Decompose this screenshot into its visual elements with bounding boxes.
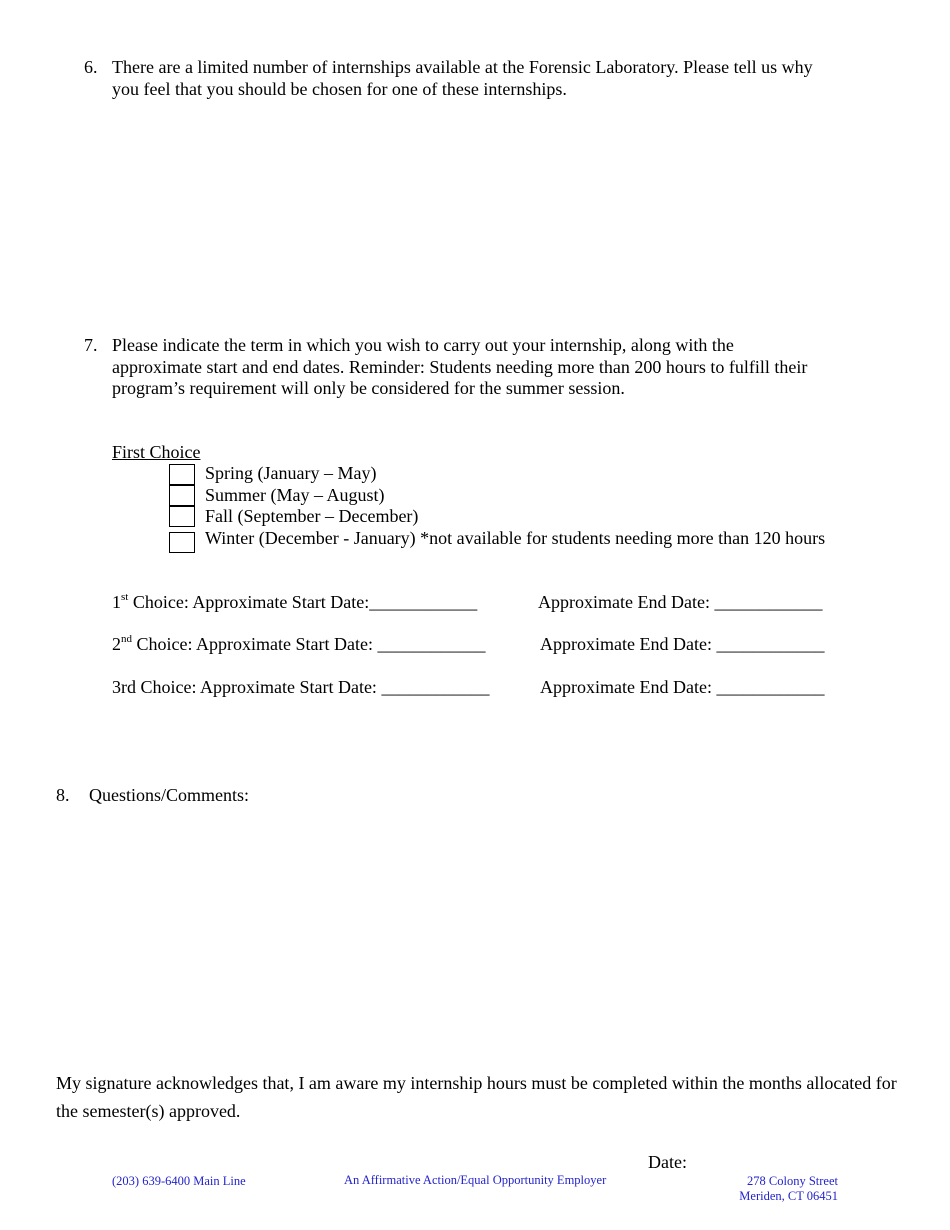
first-choice-start-date[interactable]: 1st Choice: Approximate Start Date:____________ xyxy=(112,591,478,612)
first-choice-end-date[interactable]: Approximate End Date: ____________ xyxy=(538,592,823,612)
question-6-number: 6. xyxy=(84,57,98,77)
third-choice-end-date[interactable]: Approximate End Date: ____________ xyxy=(540,677,825,697)
question-7-text: Please indicate the term in which you wish to carry out your internship, along with the approximate start and end dates. Reminder: Students needing more than 200 hours to fulfill their program’s requirement will only be considered for the summer session. xyxy=(112,335,808,398)
fall-option-label: Fall (September – December) xyxy=(205,506,419,526)
winter-checkbox[interactable] xyxy=(169,532,195,553)
signature-acknowledgement: My signature acknowledges that, I am aware my internship hours must be completed within the months allocated for the semester(s) approved. xyxy=(56,1073,897,1121)
footer-street: 278 Colony Street xyxy=(747,1174,838,1188)
footer-employer: An Affirmative Action/Equal Opportunity Employer xyxy=(344,1173,607,1187)
spring-checkbox[interactable] xyxy=(169,464,195,485)
question-6-text: There are a limited number of internships available at the Forensic Laboratory. Please tell us why you feel that you should be chosen for one of these internships. xyxy=(112,57,813,99)
question-8-text: Questions/Comments: xyxy=(89,785,250,805)
spring-option-label: Spring (January – May) xyxy=(205,463,377,483)
question-8-number: 8. xyxy=(56,785,70,805)
summer-option-label: Summer (May – August) xyxy=(205,485,385,505)
winter-option-label: Winter (December - January) *not available for students needing more than 120 hours xyxy=(205,528,826,548)
first-choice-heading: First Choice xyxy=(112,442,201,462)
question-7-number: 7. xyxy=(84,335,98,355)
second-choice-end-date[interactable]: Approximate End Date: ____________ xyxy=(540,634,825,654)
fall-checkbox[interactable] xyxy=(169,506,195,527)
footer-city: Meriden, CT 06451 xyxy=(739,1189,838,1203)
footer-phone: (203) 639-6400 Main Line xyxy=(112,1174,246,1188)
date-label: Date: xyxy=(648,1152,687,1172)
second-choice-start-date[interactable]: 2nd Choice: Approximate Start Date: ____________ xyxy=(112,633,486,654)
summer-checkbox[interactable] xyxy=(169,485,195,506)
third-choice-start-date[interactable]: 3rd Choice: Approximate Start Date: ____________ xyxy=(112,677,490,697)
